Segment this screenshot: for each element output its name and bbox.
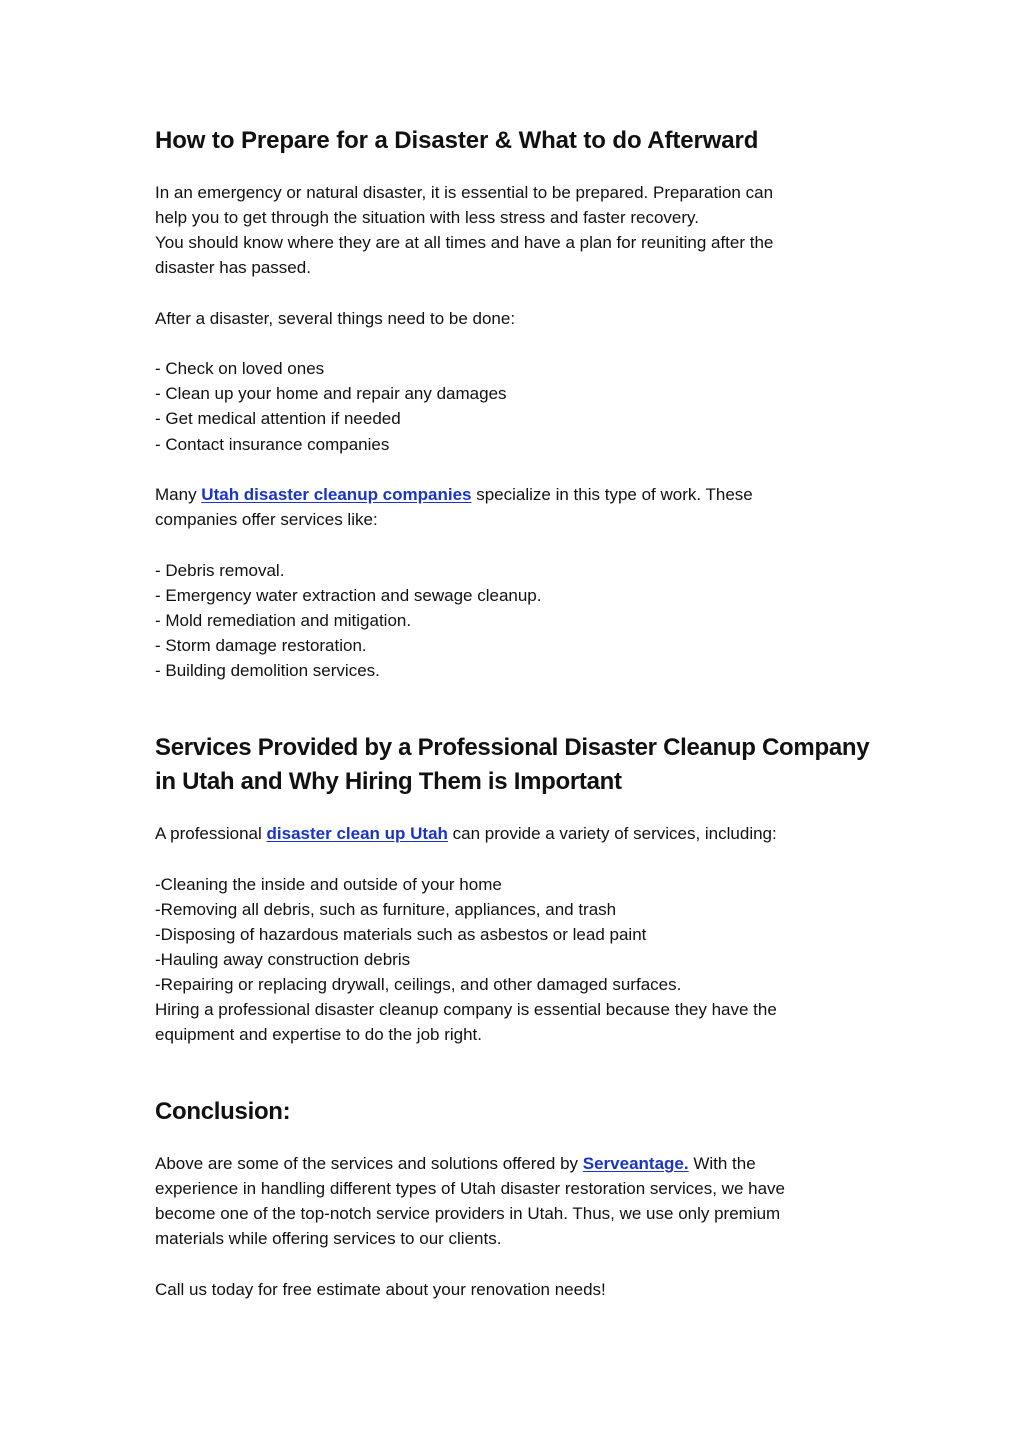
pro-list-item: -Removing all debris, such as furniture, appliances, and trash — [155, 900, 617, 919]
after-list-item: - Contact insurance companies — [155, 435, 390, 454]
pro-list-item: -Disposing of hazardous materials such as asbestos or lead paint — [155, 925, 647, 944]
conclusion-line-1 — [155, 1151, 756, 1176]
conclusion-line-4: materials while offering services to our clients. — [155, 1229, 502, 1248]
disaster-clean-up-utah-link[interactable]: disaster clean up Utah — [266, 824, 448, 843]
pro-list-item: -Repairing or replacing drywall, ceilings, and other damaged surfaces. — [155, 975, 682, 994]
services-heading-line-2: in Utah and Why Hiring Them is Important — [155, 768, 622, 795]
many-companies-line — [155, 482, 753, 507]
page-title: How to Prepare for a Disaster & What to do Afterward — [155, 127, 759, 154]
pro-prefix: A professional — [155, 824, 267, 843]
services-list-item: - Emergency water extraction and sewage cleanup. — [155, 586, 542, 605]
many-prefix: Many — [155, 485, 202, 504]
conclusion-line-2: experience in handling different types of Utah disaster restoration services, we have — [155, 1179, 785, 1198]
intro-line-4: disaster has passed. — [155, 258, 311, 277]
intro-line-3: You should know where they are at all times and have a plan for reuniting after the — [155, 233, 774, 252]
services-heading-line-1: Services Provided by a Professional Disaster Cleanup Company — [155, 734, 870, 761]
services-list-item: - Building demolition services. — [155, 661, 380, 680]
hiring-line-2: equipment and expertise to do the job right. — [155, 1025, 482, 1044]
conclusion-line-3: become one of the top-notch service providers in Utah. Thus, we use only premium — [155, 1204, 781, 1223]
intro-line-1: In an emergency or natural disaster, it is essential to be prepared. Preparation can — [155, 183, 774, 202]
after-list-item: - Clean up your home and repair any damages — [155, 384, 507, 403]
services-list-item: - Mold remediation and mitigation. — [155, 611, 412, 630]
services-list-item: - Debris removal. — [155, 561, 285, 580]
after-disaster-text: After a disaster, several things need to be done: — [155, 309, 516, 328]
professional-line — [155, 821, 777, 846]
many-companies-line-2: companies offer services like: — [155, 510, 378, 529]
call-to-action-text: Call us today for free estimate about your renovation needs! — [155, 1280, 606, 1299]
above-prefix: Above are some of the services and solutions offered by — [155, 1154, 583, 1173]
many-suffix: specialize in this type of work. These — [471, 485, 753, 504]
pro-list-item: -Cleaning the inside and outside of your home — [155, 875, 502, 894]
serveantage-link[interactable]: Serveantage. — [582, 1154, 689, 1173]
intro-line-2: help you to get through the situation with less stress and faster recovery. — [155, 208, 699, 227]
after-list-item: - Check on loved ones — [155, 359, 325, 378]
hiring-line-1: Hiring a professional disaster cleanup company is essential because they have the — [155, 1000, 777, 1019]
services-list-item: - Storm damage restoration. — [155, 636, 367, 655]
pro-list-item: -Hauling away construction debris — [155, 950, 411, 969]
pro-suffix: can provide a variety of services, including: — [447, 824, 777, 843]
conclusion-heading: Conclusion: — [155, 1098, 291, 1125]
utah-disaster-cleanup-companies-link[interactable]: Utah disaster cleanup companies — [201, 485, 472, 504]
after-list-item: - Get medical attention if needed — [155, 409, 401, 428]
above-suffix: With the — [688, 1154, 756, 1173]
